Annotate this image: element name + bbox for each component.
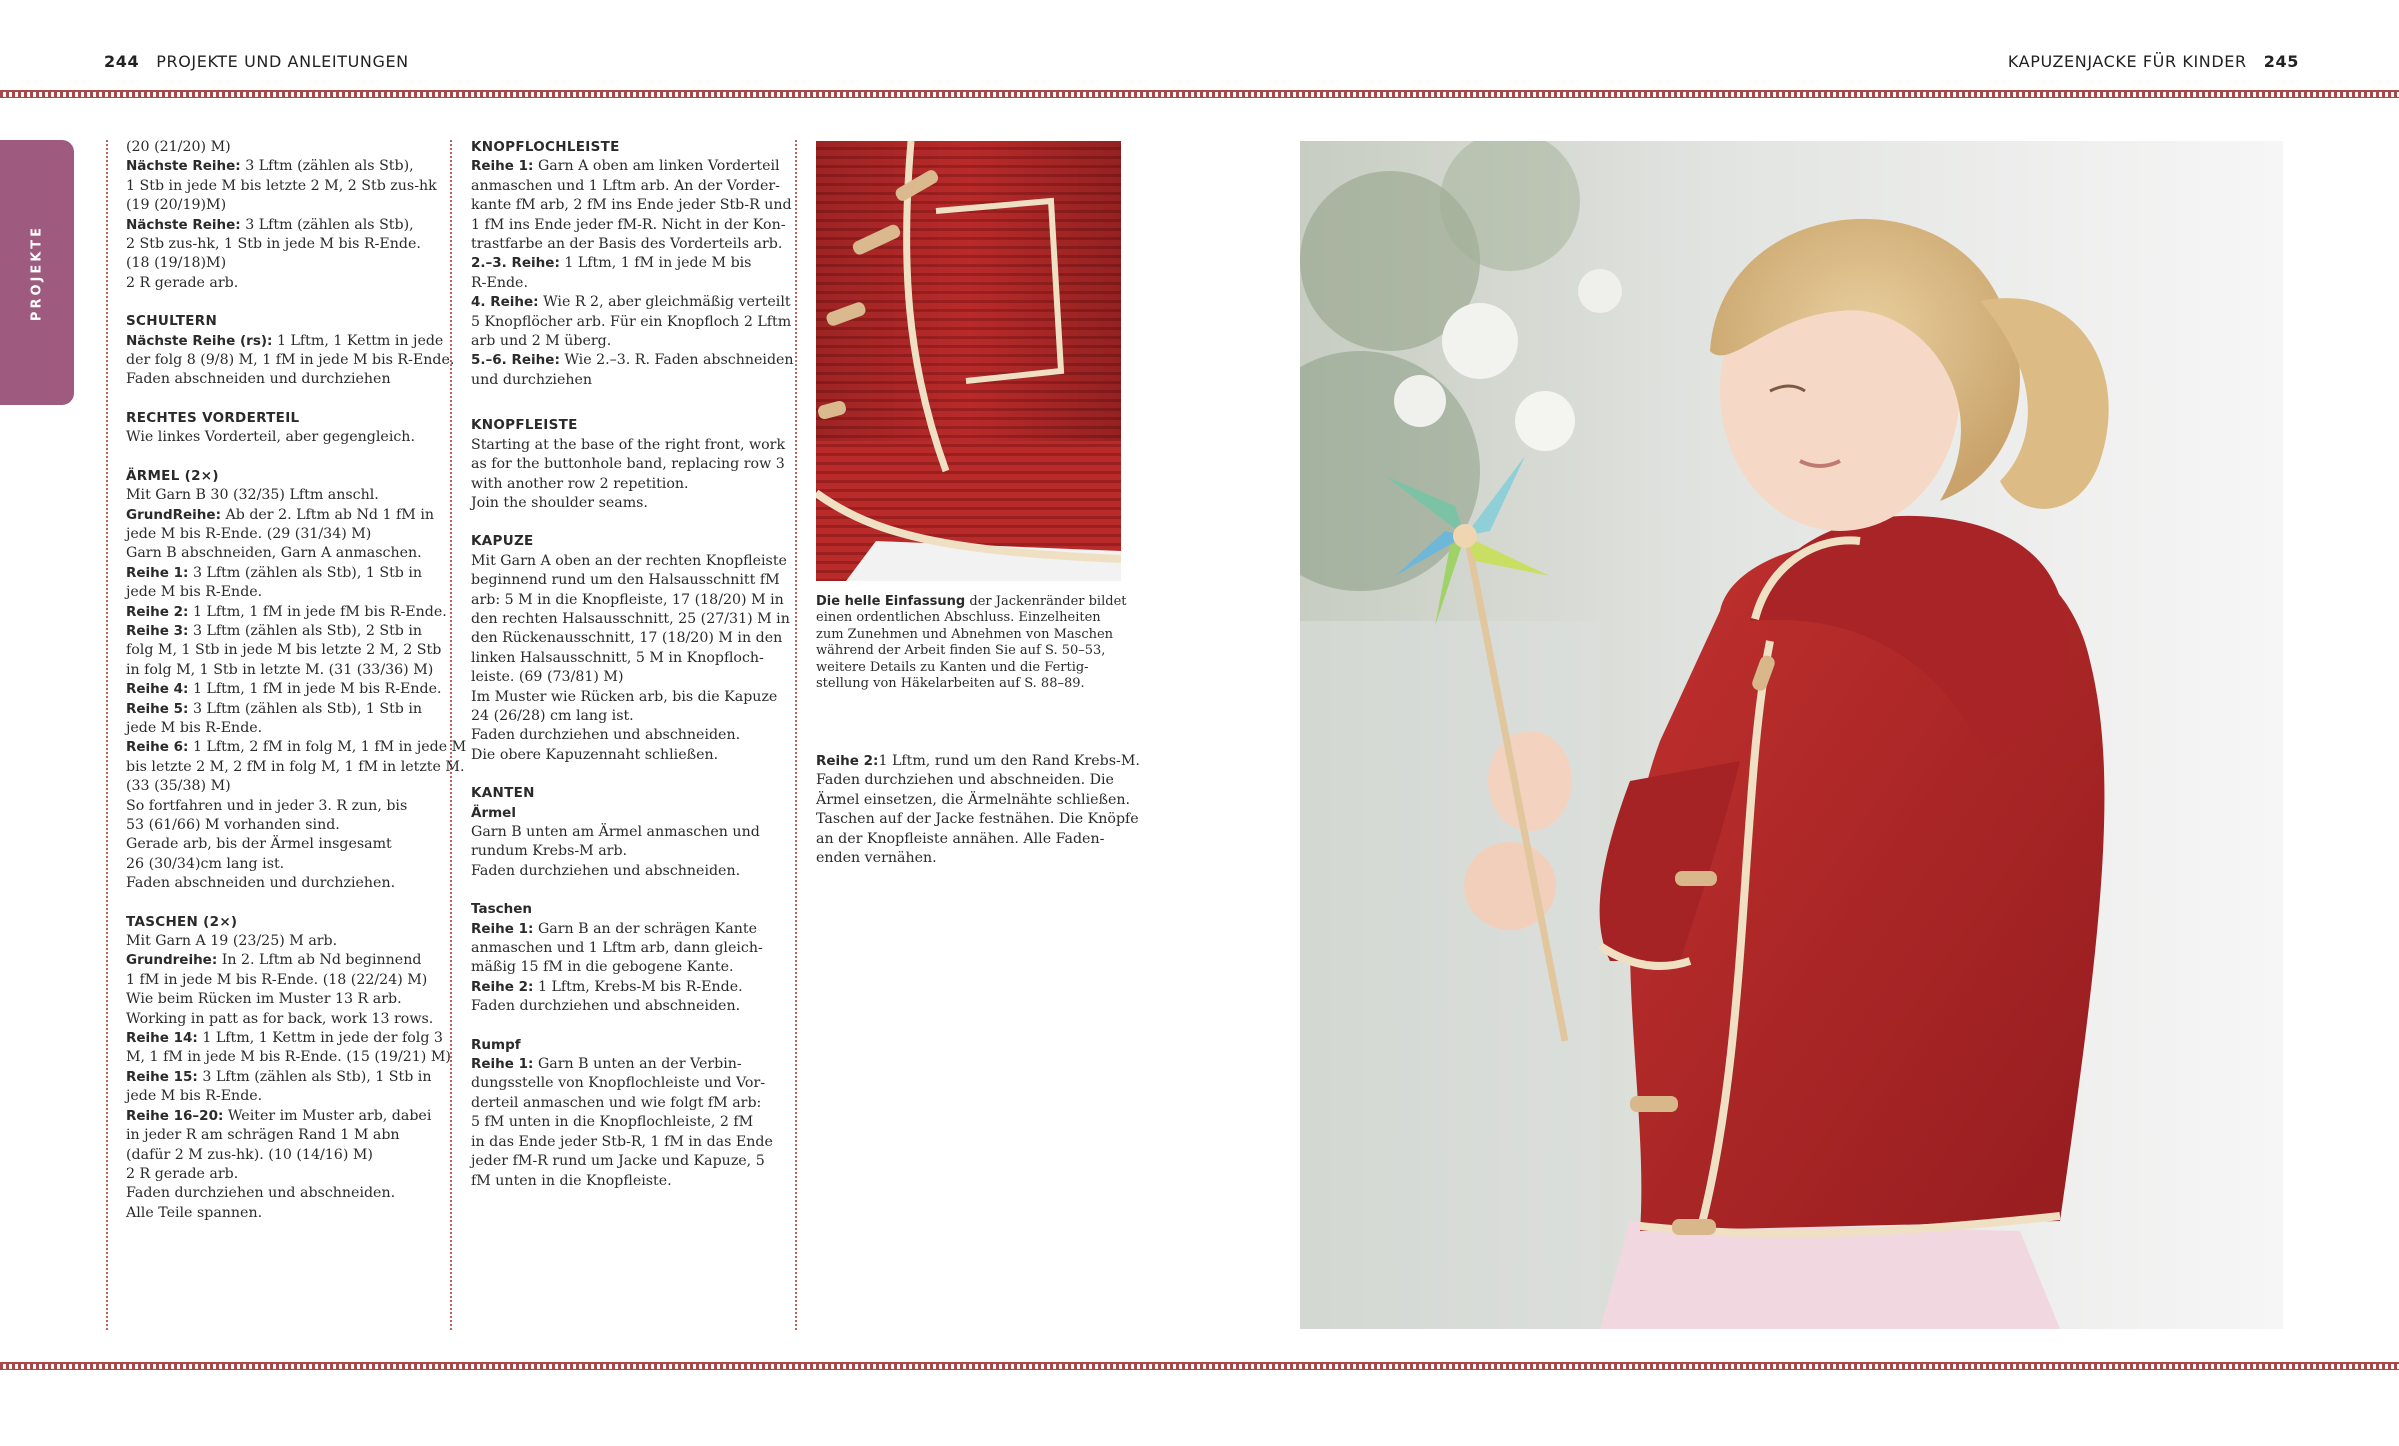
- text-line: fM unten in die Knopfleiste.: [471, 1172, 672, 1189]
- text-line: Reihe 16–20: Weiter im Muster arb, dabei: [126, 1107, 432, 1124]
- detail-photo-jacket: [816, 141, 1121, 581]
- text-line: enden vernähen.: [816, 850, 937, 867]
- bottom-decorative-rule: [0, 1362, 2399, 1370]
- text-line: Reihe 15: 3 Lftm (zählen als Stb), 1 Stb in: [126, 1068, 432, 1085]
- column-divider: [106, 140, 108, 1330]
- section-tab: [0, 140, 74, 405]
- text-line: M, 1 fM in jede M bis R-Ende. (15 (19/21) M): [126, 1049, 451, 1066]
- text-line: Reihe 2:1 Lftm, rund um den Rand Krebs-M.: [816, 753, 1140, 769]
- text-line: jede M bis R-Ende. (29 (31/34) M): [126, 525, 372, 542]
- text-line: Alle Teile spannen.: [126, 1204, 263, 1221]
- heading-kanten: KANTEN: [471, 785, 535, 802]
- bold-label: Reihe 3:: [126, 622, 189, 639]
- subheading-taschen: Taschen: [471, 901, 532, 918]
- text-line: Faden durchziehen und abschneiden.: [471, 727, 741, 744]
- text-line: (dafür 2 M zus-hk). (10 (14/16) M): [126, 1146, 373, 1163]
- instructions-column-1: [126, 138, 467, 1242]
- text-line: mäßig 15 fM in die gebogene Kante.: [471, 959, 734, 976]
- bold-label: Reihe 16–20:: [126, 1107, 224, 1124]
- text-line: Reihe 3: 3 Lftm (zählen als Stb), 2 Stb in: [126, 622, 423, 639]
- heading-taschen: TASCHEN (2×): [126, 913, 238, 930]
- text-line: kante fM arb, 2 fM ins Ende jeder Stb-R und: [471, 197, 792, 214]
- text-line: (19 (20/19)M): [126, 197, 227, 214]
- knopflochleiste-block: [471, 138, 794, 390]
- bold-label: 2.–3. Reihe:: [471, 255, 560, 272]
- heading-kapuze: KAPUZE: [471, 533, 534, 550]
- text-line: Nächste Reihe: 3 Lftm (zählen als Stb),: [126, 216, 414, 233]
- knopfleiste-text: [471, 436, 786, 514]
- intro-block: [126, 138, 437, 293]
- text-line: zum Zunehmen und Abnehmen von Maschen: [816, 626, 1114, 642]
- text-line: Reihe 2: 1 Lftm, Krebs-M bis R-Ende.: [471, 978, 743, 995]
- heading-aermel: ÄRMEL (2×): [126, 467, 219, 484]
- bold-label: Reihe 2:: [126, 603, 189, 620]
- text-line: Faden durchziehen und abschneiden.: [471, 998, 741, 1015]
- text-line: jeder fM-R rund um Jacke und Kapuze, 5: [471, 1153, 765, 1170]
- text-line: Gerade arb, bis der Ärmel insgesamt: [126, 836, 392, 853]
- text-line: 1 Stb in jede M bis letzte 2 M, 2 Stb zus-hk: [126, 177, 437, 194]
- heading-knopflochleiste: KNOPFLOCHLEISTE: [471, 139, 620, 155]
- text-line: 2 R gerade arb.: [126, 274, 239, 291]
- text-line: Reihe 1: 3 Lftm (zählen als Stb), 1 Stb in: [126, 564, 423, 581]
- text-line: bis letzte 2 M, 2 fM in folg M, 1 fM in letzte M.: [126, 758, 465, 775]
- text-line: dungsstelle von Knopflochleiste und Vor-: [471, 1075, 766, 1092]
- text-line: Faden durchziehen und abschneiden. Die: [816, 772, 1114, 789]
- text-line: 24 (26/28) cm lang ist.: [471, 707, 634, 724]
- text-line: 2 R gerade arb.: [126, 1165, 239, 1182]
- text-line: Mit Garn A 19 (23/25) M arb.: [126, 933, 338, 950]
- text-line: Reihe 1: Garn B an der schrägen Kante: [471, 920, 758, 937]
- bold-label: Reihe 4:: [126, 681, 189, 698]
- text-line: Taschen auf der Jacke festnähen. Die Knöpfe: [816, 811, 1139, 828]
- rechtes-vorderteil-block: [126, 409, 426, 448]
- text-line: R-Ende.: [471, 274, 528, 291]
- running-head-right: [2008, 52, 2299, 71]
- text-line: Nächste Reihe: 3 Lftm (zählen als Stb),: [126, 158, 414, 175]
- text-line: 53 (61/66) M vorhanden sind.: [126, 817, 340, 833]
- rechtes-vorderteil-text: [126, 428, 426, 447]
- photo-caption: [816, 594, 1136, 692]
- finishing-instructions: [816, 752, 1140, 868]
- text-line: 5 Knopflöcher arb. Für ein Knopfloch 2 Lftm: [471, 313, 792, 330]
- text-line: der folg 8 (9/8) M, 1 fM in jede M bis R-Ende.: [126, 352, 455, 369]
- kanten-taschen-text: [471, 920, 776, 1017]
- bold-label: 4. Reihe:: [471, 294, 539, 311]
- text-line: rundum Krebs-M arb.: [471, 843, 628, 860]
- text-line: 4. Reihe: Wie R 2, aber gleichmäßig verteilt: [471, 294, 791, 311]
- text-line: weitere Details zu Kanten und die Fertig-: [816, 659, 1089, 675]
- text-line: Mit Garn A oben an der rechten Knopfleiste: [471, 552, 787, 569]
- taschen-block: [126, 913, 451, 1224]
- text-line: folg M, 1 Stb in jede M bis letzte 2 M, 2 Stb: [126, 642, 442, 659]
- text-line: trastfarbe an der Basis des Vorderteils arb.: [471, 236, 783, 253]
- text-line: Wie beim Rücken im Muster 13 R arb.: [126, 991, 402, 1008]
- text-line: with another row 2 repetition.: [471, 475, 689, 492]
- text-line: jede M bis R-Ende.: [126, 584, 263, 601]
- bold-label: Reihe 2:: [816, 753, 879, 769]
- bold-label: Reihe 1:: [471, 158, 534, 175]
- section-tab-label: PROJEKTE: [29, 224, 45, 321]
- text-line: in jeder R am schrägen Rand 1 M abn: [126, 1127, 400, 1144]
- bold-label: Reihe 6:: [126, 739, 189, 756]
- bold-label: GrundReihe:: [126, 506, 221, 523]
- text-line: Join the shoulder seams.: [471, 494, 648, 511]
- rumpf-block: [471, 1036, 776, 1191]
- text-line: anmaschen und 1 Lftm arb, dann gleich-: [471, 940, 763, 957]
- text-line: (20 (21/20) M): [126, 139, 231, 155]
- bold-label: Reihe 14:: [126, 1030, 198, 1047]
- rumpf-text: [471, 1055, 776, 1191]
- text-line: as for the buttonhole band, replacing row 3: [471, 456, 785, 473]
- text-line: Nächste Reihe (rs): 1 Lftm, 1 Kettm in jede: [126, 332, 444, 349]
- text-line: stellung von Häkelarbeiten auf S. 88–89.: [816, 676, 1085, 692]
- text-line: GrundReihe: Ab der 2. Lftm ab Nd 1 fM in: [126, 506, 435, 523]
- top-decorative-rule: [0, 90, 2399, 98]
- text-line: Reihe 1: Garn A oben am linken Vorderteil: [471, 158, 780, 175]
- page-number-left: 244: [104, 52, 140, 71]
- kapuze-text: [471, 552, 790, 765]
- text-line: 2.–3. Reihe: 1 Lftm, 1 fM in jede M bis: [471, 255, 752, 272]
- kanten-taschen-block: [471, 900, 776, 1016]
- main-photo-girl-with-pinwheel: [1300, 141, 2283, 1329]
- bold-label: Nächste Reihe (rs):: [126, 332, 273, 349]
- text-line: anmaschen und 1 Lftm arb. An der Vorder-: [471, 177, 780, 194]
- instructions-column-2: [471, 138, 794, 1210]
- text-line: in folg M, 1 Stb in letzte M. (31 (33/36) M): [126, 661, 434, 678]
- kanten-block: [471, 784, 776, 881]
- text-line: einen ordentlichen Abschluss. Einzelheiten: [816, 610, 1101, 626]
- text-line: derteil anmaschen und wie folgt fM arb:: [471, 1094, 762, 1111]
- bold-label: Reihe 1:: [126, 564, 189, 581]
- taschen-text: [126, 932, 451, 1223]
- text-line: beginnend rund um den Halsausschnitt fM: [471, 572, 780, 589]
- bold-label: Die helle Einfassung: [816, 594, 966, 609]
- text-line: Faden abschneiden und durchziehen.: [126, 875, 396, 892]
- subheading-rumpf: Rumpf: [471, 1036, 521, 1053]
- aermel-block: [126, 467, 467, 894]
- heading-rechtes-vorderteil: RECHTES VORDERTEIL: [126, 409, 300, 426]
- text-line: Starting at the base of the right front, work: [471, 436, 786, 453]
- text-line: Garn B unten am Ärmel anmaschen und: [471, 824, 760, 840]
- text-line: Wie linkes Vorderteil, aber gegengleich.: [126, 429, 415, 446]
- text-line: Faden durchziehen und abschneiden.: [471, 862, 741, 879]
- bold-label: Reihe 1:: [471, 1056, 534, 1073]
- heading-schultern: SCHULTERN: [126, 313, 218, 330]
- text-line: und durchziehen: [471, 371, 593, 388]
- kapuze-block: [471, 532, 790, 765]
- text-line: Reihe 5: 3 Lftm (zählen als Stb), 1 Stb in: [126, 700, 423, 717]
- page-number-right: 245: [2263, 52, 2299, 71]
- bold-label: Nächste Reihe:: [126, 158, 241, 175]
- text-line: Reihe 6: 1 Lftm, 2 fM in folg M, 1 fM in jede M: [126, 739, 467, 756]
- text-line: jede M bis R-Ende.: [126, 1088, 263, 1105]
- text-line: während der Arbeit finden Sie auf S. 50–53,: [816, 643, 1106, 659]
- text-line: linken Halsausschnitt, 5 M in Knopfloch-: [471, 649, 764, 666]
- text-line: Grundreihe: In 2. Lftm ab Nd beginnend: [126, 952, 422, 969]
- text-line: arb und 2 M überg.: [471, 333, 612, 350]
- text-line: Reihe 4: 1 Lftm, 1 fM in jede M bis R-Ende.: [126, 681, 442, 698]
- heading-knopfleiste: KNOPFLEISTE: [471, 417, 578, 434]
- text-line: Die obere Kapuzennaht schließen.: [471, 746, 719, 763]
- bold-label: Grundreihe:: [126, 952, 218, 969]
- text-line: 5.–6. Reihe: Wie 2.–3. R. Faden abschneiden: [471, 352, 794, 369]
- text-line: in das Ende jeder Stb-R, 1 fM in das Ende: [471, 1133, 773, 1150]
- bold-label: Reihe 5:: [126, 700, 189, 717]
- text-line: (18 (19/18)M): [126, 255, 227, 272]
- text-line: Im Muster wie Rücken arb, bis die Kapuze: [471, 688, 778, 705]
- text-line: Working in patt as for back, work 13 rows.: [126, 1010, 434, 1027]
- text-line: Reihe 14: 1 Lftm, 1 Kettm in jede der folg 3: [126, 1030, 443, 1047]
- bold-label: Reihe 2:: [471, 978, 534, 995]
- text-line: Faden durchziehen und abschneiden.: [126, 1185, 396, 1202]
- text-line: Reihe 2: 1 Lftm, 1 fM in jede fM bis R-Ende.: [126, 603, 447, 620]
- bold-label: 5.–6. Reihe:: [471, 352, 560, 369]
- column-divider: [450, 140, 452, 1330]
- text-line: 1 fM ins Ende jeder fM-R. Nicht in der Kon-: [471, 216, 786, 233]
- text-line: Die helle Einfassung der Jackenränder bildet: [816, 594, 1127, 609]
- running-head-left: [104, 52, 409, 71]
- text-line: 1 fM in jede M bis R-Ende. (18 (22/24) M): [126, 971, 428, 988]
- text-line: So fortfahren und in jeder 3. R zun, bis: [126, 797, 408, 814]
- text-line: 26 (30/34)cm lang ist.: [126, 855, 285, 872]
- text-line: (33 (35/38) M): [126, 778, 231, 795]
- text-line: an der Knopfleiste annähen. Alle Faden-: [816, 830, 1105, 847]
- schultern-block: [126, 312, 455, 390]
- schultern-text: [126, 332, 455, 390]
- bold-label: Nächste Reihe:: [126, 216, 241, 233]
- knopflochleiste-text: [471, 157, 794, 390]
- text-line: leiste. (69 (73/81) M): [471, 669, 624, 686]
- column-divider: [795, 140, 797, 1330]
- subheading-aermel: Ärmel: [471, 804, 516, 821]
- section-title-right: KAPUZENJACKE FÜR KINDER: [2007, 52, 2247, 71]
- bold-label: Reihe 15:: [126, 1068, 198, 1085]
- kanten-aermel-text: [471, 823, 776, 881]
- text-line: Reihe 1: Garn B unten an der Verbin-: [471, 1056, 742, 1073]
- text-line: arb: 5 M in die Knopfleiste, 17 (18/20) M in: [471, 591, 784, 608]
- bold-label: Reihe 1:: [471, 920, 534, 937]
- text-line: 2 Stb zus-hk, 1 Stb in jede M bis R-Ende.: [126, 236, 421, 253]
- text-line: den Rückenausschnitt, 17 (18/20) M in den: [471, 630, 783, 647]
- text-line: den rechten Halsausschnitt, 25 (27/31) M in: [471, 610, 790, 627]
- text-line: Ärmel einsetzen, die Ärmelnähte schließen.: [816, 791, 1131, 808]
- knopfleiste-block: [471, 416, 786, 513]
- text-line: jede M bis R-Ende.: [126, 719, 263, 736]
- text-line: Mit Garn B 30 (32/35) Lftm anschl.: [126, 487, 379, 504]
- text-line: Garn B abschneiden, Garn A anmaschen.: [126, 545, 422, 562]
- text-line: Faden abschneiden und durchziehen: [126, 371, 391, 388]
- aermel-text: [126, 486, 467, 894]
- text-line: 5 fM unten in die Knopflochleiste, 2 fM: [471, 1114, 754, 1131]
- section-title-left: PROJEKTE UND ANLEITUNGEN: [156, 52, 409, 71]
